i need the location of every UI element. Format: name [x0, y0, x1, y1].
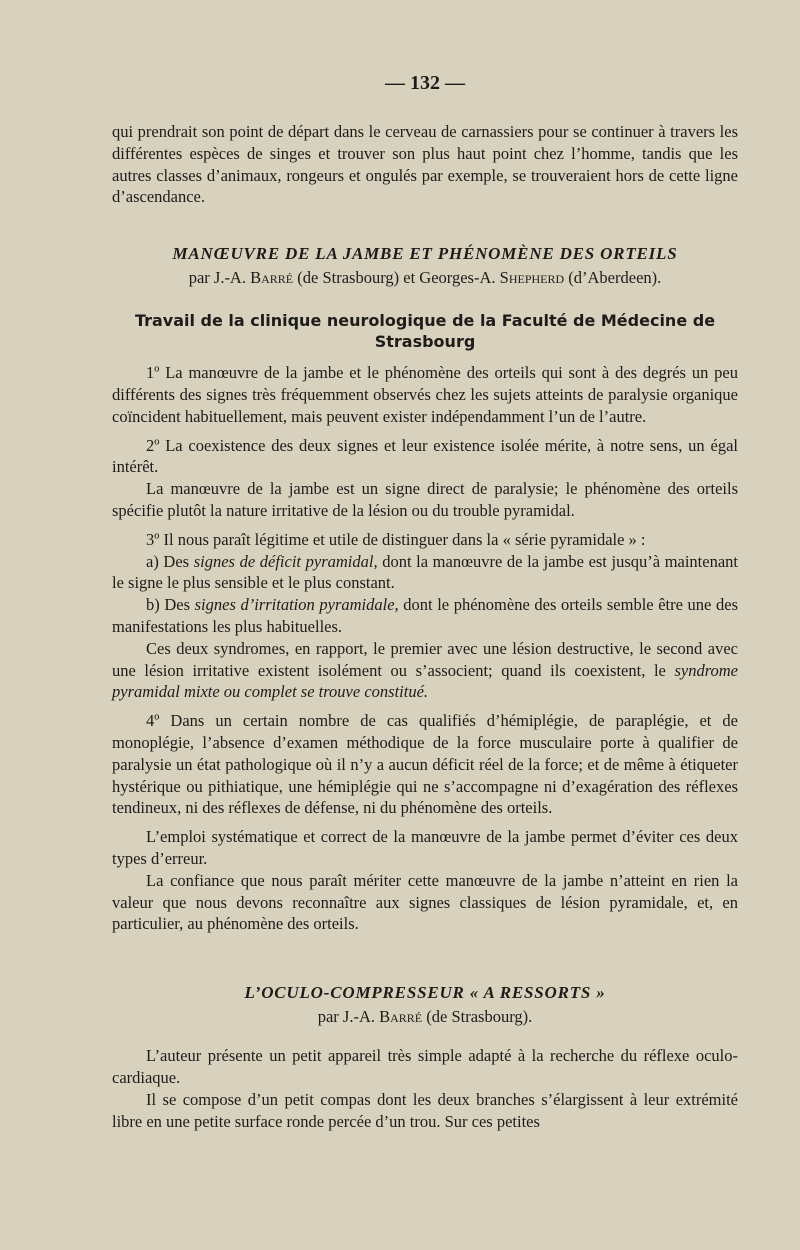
byline-suffix: (d’Aberdeen). — [564, 268, 662, 288]
paragraph — [112, 551, 738, 595]
byline-prefix: par J.-A. — [188, 268, 251, 288]
text-run: dont la manœuvre de la jambe est jusqu’à maintenant le signe le plus sensible et le plus constant. — [112, 551, 739, 593]
emphasis: signes de déficit pyramidal, — [193, 551, 378, 571]
paragraph — [112, 638, 738, 703]
paragraph: L’auteur présente un petit appareil très simple adapté à la recherche du réflexe oculo-cardiaque. — [112, 1046, 738, 1087]
paragraph: La confiance que nous paraît mériter cette manœuvre de la jambe n’atteint en rien la valeur que nous devons reconnaître aux signes classiques de lésion pyramidale, et, en particulier, au phénomène des orteils. — [112, 870, 738, 934]
byline-suffix: (de Strasbourg). — [422, 1007, 533, 1027]
author-name: Shepherd — [499, 268, 565, 288]
article2-title: L’OCULO-COMPRESSEUR « A RESSORTS » — [244, 983, 606, 1003]
emphasis: signes d’irritation pyramidale, — [194, 595, 399, 615]
author-name: Barré — [379, 1007, 423, 1027]
text-run: dont le phénomène des orteils semble être une des manifestations les plus habituelles. — [112, 595, 738, 636]
paragraph: Il se compose d’un petit compas dont les deux branches s’élargissent à leur extrémité libre en une petite surface ronde percée d’un trou. Sur ces petites — [112, 1089, 738, 1131]
byline-prefix: par J.-A. — [317, 1007, 380, 1027]
paragraph: L’emploi systématique et correct de la manœuvre de la jambe permet d’éviter ces deux types d’erreur. — [112, 827, 738, 868]
page-number: — 132 — — [385, 72, 465, 94]
article1-title: MANŒUVRE DE LA JAMBE ET PHÉNOMÈNE DES ORTEILS — [172, 244, 678, 264]
paragraph: 4º Dans un certain nombre de cas qualifiés d’hémiplégie, de paraplégie, et de monoplégie, l’absence d’examen méthodique de la force musculaire porte à qualifier de paralysie un état pathologique où il n’y a aucun déficit réel de la force; et de même à étiqueter hystérique ou pithiatique, une hémiplégie qui ne s’accompagne ni d’exagération des réflexes tendineux, ni des réflexes de défense, ni du phénomène des orteils. — [112, 711, 738, 818]
byline-middle: (de Strasbourg) et Georges-A. — [293, 268, 500, 288]
author-name: Barré — [250, 268, 294, 288]
paragraph — [112, 594, 738, 638]
article1-subheading: Travail de la clinique neurologique de la Faculté de Médecine de Strasbourg — [134, 311, 716, 352]
paragraph: 1º La manœuvre de la jambe et le phénomène des orteils qui sont à des degrés un peu différents des signes très fréquemment observés chez les sujets atteints de paralysie organique coïncident habituellement, mais peuvent exister indépendamment l’un de l’autre. — [112, 363, 738, 426]
text-run: b) Des — [146, 595, 195, 615]
article2-byline — [112, 1007, 738, 1027]
emphasis: syndrome pyramidal mixte ou complet se trouve constitué. — [112, 660, 738, 702]
paragraph: 2º La coexistence des deux signes et leur existence isolée mérite, à notre sens, un égal intérêt. — [112, 435, 738, 477]
text-run: a) Des — [146, 551, 194, 571]
article1-byline — [112, 268, 738, 288]
text-run: Ces deux syndromes, en rapport, le premier avec une lésion destructive, le second avec une lésion irritative existent isolément ou s’associent; quand ils coexistent, le — [112, 638, 738, 680]
intro-paragraph: qui prendrait son point de départ dans le cerveau de carnassiers pour se continuer à travers les différentes espèces de singes et trouver son plus haut point chez l’homme, tandis que les autres classes d’animaux, rongeurs et ongulés par exemple, se trouveraient hors de cette ligne d’ascendance. — [112, 122, 738, 207]
paragraph: 3º Il nous paraît légitime et utile de distinguer dans la « série pyramidale » : — [146, 529, 646, 549]
paragraph: La manœuvre de la jambe est un signe direct de paralysie; le phénomène des orteils spécifie plutôt la nature irritative de la lésion ou du trouble pyramidal. — [112, 479, 738, 520]
